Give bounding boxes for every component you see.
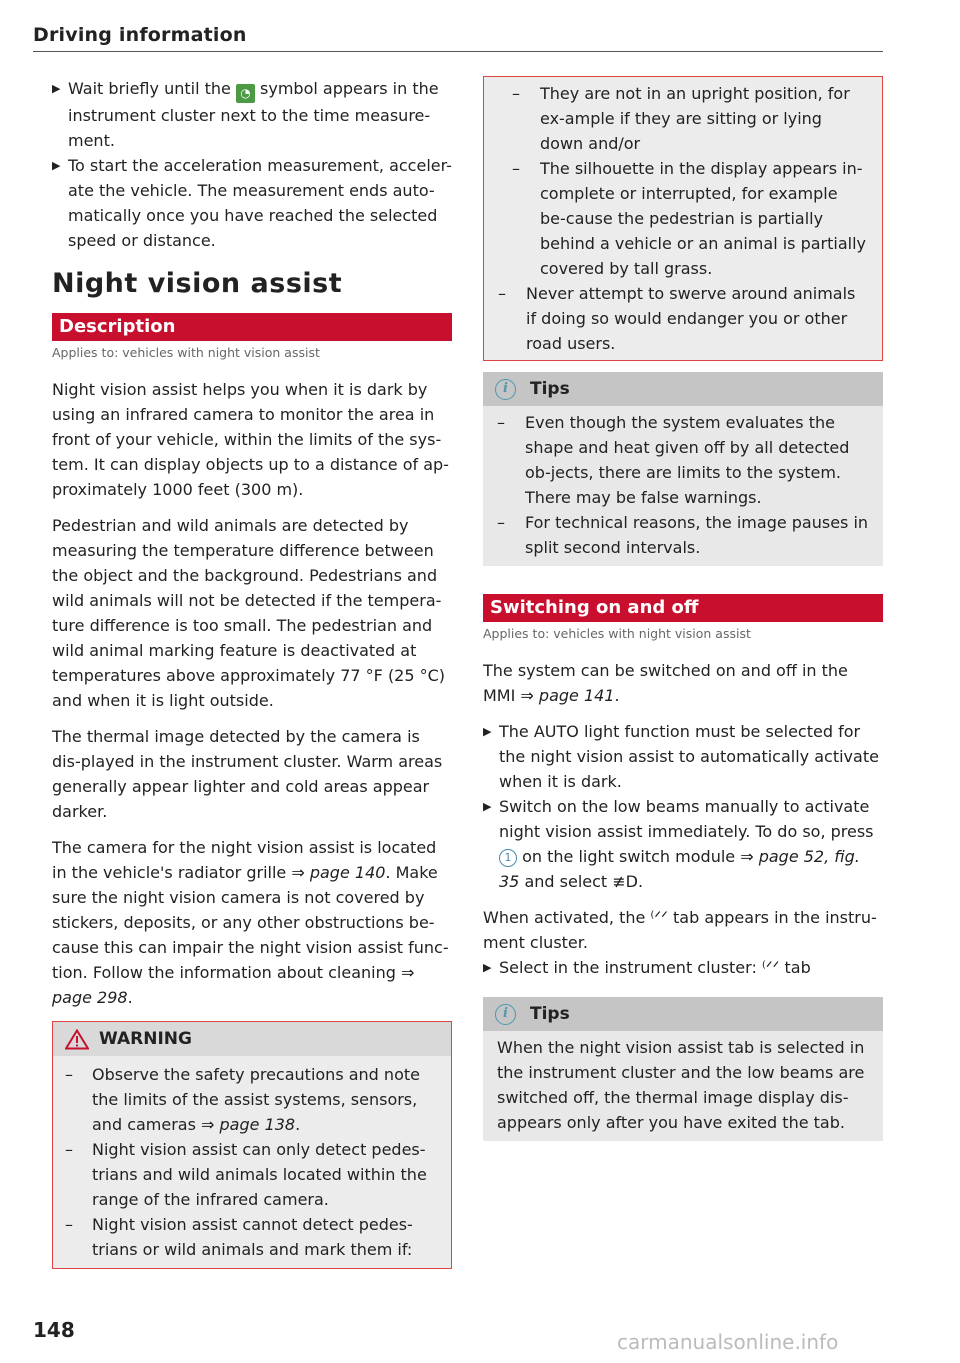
warning-box-continued [483, 76, 883, 361]
tips-title: Tips [530, 379, 570, 399]
warning-body [53, 1056, 451, 1268]
low-beam-icon: ≢D [612, 872, 638, 891]
paragraph: Night vision assist helps you when it is dark by using an infrared camera to monitor the area in front of your vehicle, within the limits of the sys-tem. It can display objects up to a distance of ap-proximately 1000 feet (300 m). [52, 380, 449, 499]
list-item: ▶ To start the acceleration measurement, acceler-ate the vehicle. The measurement ends auto-matically once you have reached the selected speed or distance. [52, 153, 452, 253]
stopwatch-icon: ◔ [236, 84, 255, 103]
tips-header [483, 372, 883, 406]
tips-box [483, 997, 883, 1141]
list-item: – They are not in an upright position, for ex-ample if they are sitting or lying down and/or [512, 84, 850, 153]
paragraph: Pedestrian and wild animals are detected by measuring the temperature difference between the object and the background. Pedestrians and wild animals will not be detected if the tempera-ture difference is too small. The pedestrian and wild animal marking feature is deactivated at temperatures above approximately 77 °F (25 °C) and when it is light outside. [52, 516, 446, 710]
running-header: Driving information [33, 24, 247, 46]
tips-text: When the night vision assist tab is selected in the instrument cluster and the low beams are switched off, the thermal image display dis-appears only after you have exited the tab. [497, 1038, 865, 1132]
bullet-icon: ▶ [483, 800, 492, 813]
bullet-icon: ▶ [52, 82, 61, 95]
right-column [483, 76, 883, 1141]
list-item: ▶ Switch on the low beams manually to activate night vision assist immediately. To do so, press 1 on the light switch module ⇒ page 52, fig. 35 and select ≢D. [483, 794, 883, 894]
applies-to: Applies to: vehicles with night vision assist [52, 345, 320, 360]
warning-header [53, 1022, 451, 1056]
page-number: 148 [33, 1318, 75, 1342]
bullet-icon: ▶ [483, 725, 492, 738]
paragraph: The system can be switched on and off in the MMI ⇒ page 141. [483, 661, 848, 705]
list-item: – Observe the safety precautions and note the limits of the assist systems, sensors, and cameras ⇒ page 138. [65, 1065, 420, 1134]
paragraph: The thermal image detected by the camera is dis-played in the instrument cluster. Warm areas generally appear lighter and cold areas appear darker. [52, 727, 443, 821]
page-reference-link[interactable]: ⇒ page 298 [52, 963, 415, 1007]
list-item: ▶ The AUTO light function must be selected for the night vision assist to automatically activate when it is dark. [483, 719, 883, 794]
list-item: – Night vision assist can only detect pedes-trians and wild animals located within the range of the infrared camera. [65, 1140, 427, 1209]
list-item: ▶ Wait briefly until the ◔ symbol appears in the instrument cluster next to the time measure-ment. [52, 76, 452, 153]
tips-title: Tips [530, 1004, 570, 1024]
tips-body [483, 406, 883, 566]
paragraph: When activated, the ⁽ᐟᐟ tab appears in the instru-ment cluster. [483, 908, 877, 952]
tips-header [483, 997, 883, 1031]
callout-number: 1 [499, 849, 517, 867]
list-item: ▶ Select in the instrument cluster: ⁽ᐟᐟ tab [483, 955, 883, 980]
page-reference-link[interactable]: ⇒ page 141 [520, 686, 615, 705]
list-item: – For technical reasons, the image pauses in split second intervals. [497, 513, 869, 557]
section-heading-switching: Switching on and off [483, 594, 883, 622]
page-title: Night vision assist [52, 268, 343, 299]
warning-title: WARNING [99, 1029, 192, 1049]
section-heading-description: Description [52, 313, 452, 341]
warning-triangle-icon [65, 1029, 89, 1050]
watermark: carmanualsonline.info [617, 1330, 839, 1354]
night-vision-icon: ⁽ᐟᐟ [761, 958, 780, 977]
list-item: – Never attempt to swerve around animals if doing so would endanger you or other road users. [498, 284, 856, 353]
tips-body [483, 1031, 883, 1141]
info-circle-icon: i [495, 1004, 516, 1025]
page-reference-link[interactable]: ⇒ page 140 [291, 863, 386, 882]
header-rule [33, 51, 883, 52]
paragraph: The camera for the night vision assist is located in the vehicle's radiator grille ⇒ page 140. Make sure the night vision camera is not covered by stickers, deposits, or any other obstructions be-cause this can impair the night vision assist func-tion. Follow the information about cleaning ⇒ page 298. [52, 838, 449, 1007]
tips-box [483, 372, 883, 566]
warning-box [52, 1021, 452, 1269]
applies-to: Applies to: vehicles with night vision assist [483, 626, 751, 641]
bullet-icon: ▶ [52, 159, 61, 172]
list-item: – Even though the system evaluates the shape and heat given off by all detected ob-jects, there are limits to the system. There may be false warnings. [497, 413, 850, 507]
left-column [52, 76, 452, 1269]
page-reference-link[interactable]: ⇒ page 138 [201, 1115, 296, 1134]
night-vision-icon: ⁽ᐟᐟ [650, 908, 668, 927]
list-item: – Night vision assist cannot detect pedes-trians or wild animals and mark them if: [65, 1215, 413, 1259]
info-circle-icon: i [495, 379, 516, 400]
list-item: – The silhouette in the display appears in-complete or interrupted, for example be-cause the pedestrian is partially behind a vehicle or an animal is partially covered by tall grass. [512, 159, 867, 278]
page-reference-link[interactable]: ⇒ page 52, fig. 35 [499, 847, 860, 891]
bullet-icon: ▶ [483, 961, 492, 974]
